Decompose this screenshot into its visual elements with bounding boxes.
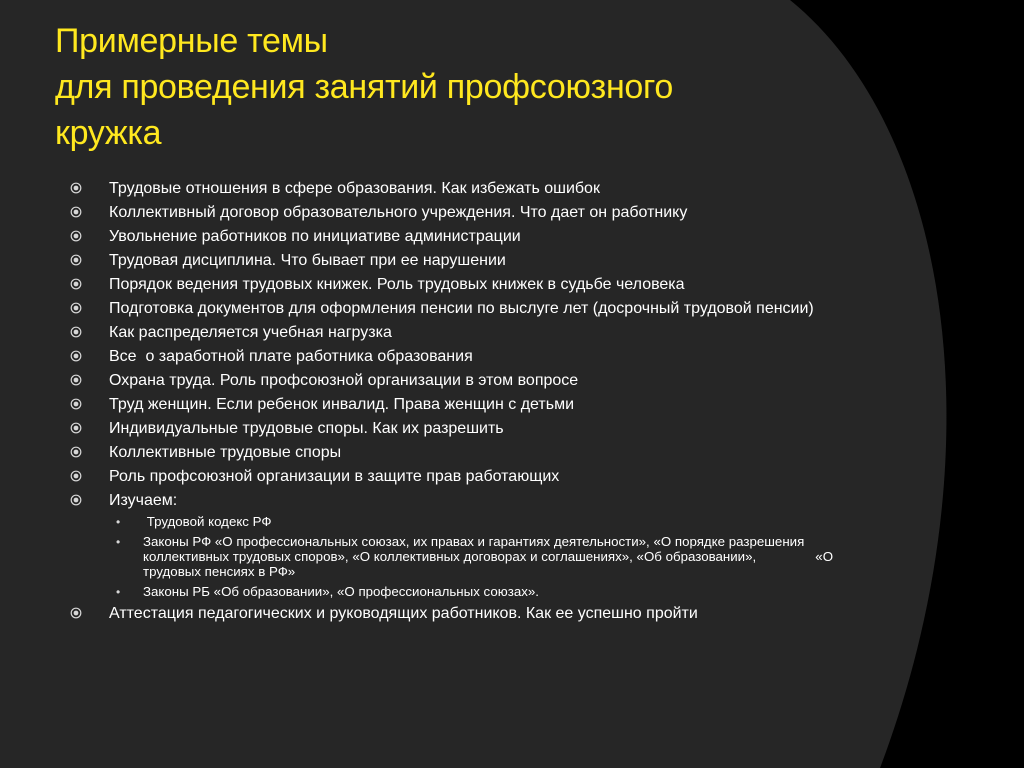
circled-dot-icon — [70, 182, 82, 194]
circled-dot-icon — [70, 230, 82, 242]
small-bullet-icon: • — [116, 515, 121, 529]
circled-dot-icon — [70, 302, 82, 314]
circled-dot-icon — [70, 326, 82, 338]
list-item — [70, 204, 870, 222]
circled-dot-icon — [70, 254, 82, 266]
small-bullet-icon: • — [116, 585, 121, 599]
list-item-text: Как распределяется учебная нагрузка — [109, 324, 392, 341]
list-item — [70, 324, 870, 342]
circled-dot-icon — [70, 422, 82, 434]
list-item-text: Трудовые отношения в сфере образования. Как избежать ошибок — [109, 180, 600, 197]
list-item — [70, 276, 870, 294]
list-item-text: Увольнение работников по инициативе администрации — [109, 228, 521, 245]
list-item — [70, 348, 870, 366]
list-item-text: Коллективный договор образовательного учреждения. Что дает он работнику — [109, 204, 688, 221]
circled-dot-icon — [70, 494, 82, 506]
list-item-text: Труд женщин. Если ребенок инвалид. Права женщин с детьми — [109, 396, 575, 413]
title-line: Примерные темы — [55, 22, 328, 60]
list-item — [70, 605, 870, 623]
list-item-text: Все о заработной плате работника образования — [109, 348, 473, 365]
list-item-text: Индивидуальные трудовые споры. Как их разрешить — [109, 420, 504, 437]
sub-list-item-text: Трудовой кодекс РФ — [143, 514, 272, 529]
small-bullet-icon: • — [116, 535, 121, 549]
title-line: кружка — [55, 114, 162, 152]
slide-content — [70, 180, 870, 629]
list-item — [70, 228, 870, 246]
list-item — [70, 492, 870, 599]
circled-dot-icon — [70, 278, 82, 290]
list-item-text: Коллективные трудовые споры — [109, 444, 342, 461]
circled-dot-icon — [70, 446, 82, 458]
list-item-text: Охрана труда. Роль профсоюзной организации в этом вопросе — [109, 372, 579, 389]
circled-dot-icon — [70, 398, 82, 410]
list-item — [70, 252, 870, 270]
sub-list-item — [109, 514, 870, 529]
list-item — [70, 300, 870, 318]
list-item-text: Роль профсоюзной организации в защите прав работающих — [109, 468, 560, 485]
circled-dot-icon — [70, 470, 82, 482]
circled-dot-icon — [70, 607, 82, 619]
sub-list-item — [109, 584, 870, 599]
title-line: для проведения занятий профсоюзного — [55, 68, 674, 106]
list-item-text: Аттестация педагогических и руководящих работников. Как ее успешно пройти — [109, 605, 698, 622]
slide-title — [55, 18, 955, 156]
list-item — [70, 396, 870, 414]
list-item — [70, 372, 870, 390]
list-item-text: Изучаем: — [109, 492, 178, 509]
sub-list-item — [109, 534, 870, 579]
sub-list-item-text: Законы РФ «О профессиональных союзах, их правах и гарантиях деятельности», «О порядке разрешения коллективных трудовых споров», «О коллективных договорах и соглашениях», «Об образовании», «О трудовых пенсиях в РФ» — [143, 534, 837, 579]
topic-list — [70, 180, 870, 623]
circled-dot-icon — [70, 374, 82, 386]
list-item-text: Порядок ведения трудовых книжек. Роль трудовых книжек в судьбе человека — [109, 276, 685, 293]
sub-list — [109, 514, 870, 599]
list-item — [70, 444, 870, 462]
list-item — [70, 180, 870, 198]
sub-list-item-text: Законы РБ «Об образовании», «О профессиональных союзах». — [143, 584, 539, 599]
list-item — [70, 468, 870, 486]
circled-dot-icon — [70, 350, 82, 362]
circled-dot-icon — [70, 206, 82, 218]
list-item-text: Трудовая дисциплина. Что бывает при ее нарушении — [109, 252, 506, 269]
list-item-text: Подготовка документов для оформления пенсии по выслуге лет (досрочный трудовой пенсии) — [109, 300, 814, 317]
list-item — [70, 420, 870, 438]
